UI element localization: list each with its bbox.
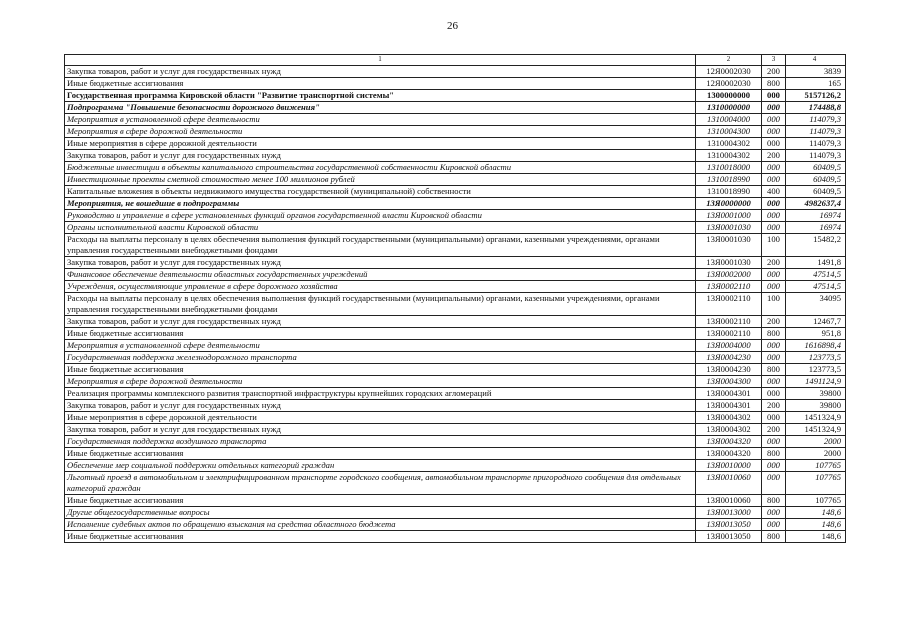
row-type-cell: 000 (762, 138, 786, 150)
row-code-cell: 1310018990 (696, 174, 762, 186)
table-row (65, 126, 846, 138)
row-name-cell: Иные бюджетные ассигнования (65, 495, 696, 507)
row-value-cell: 148,6 (786, 531, 846, 543)
row-type-cell: 200 (762, 424, 786, 436)
column-header: 1 (65, 55, 696, 66)
row-type-cell: 000 (762, 376, 786, 388)
table-row (65, 90, 846, 102)
table-row (65, 352, 846, 364)
row-type-cell: 000 (762, 436, 786, 448)
row-name-cell: Подпрограмма "Повышение безопасности дорожного движения" (65, 102, 696, 114)
row-value-cell: 2000 (786, 448, 846, 460)
row-value-cell: 47514,5 (786, 281, 846, 293)
row-name-cell: Государственная поддержка железнодорожного транспорта (65, 352, 696, 364)
row-name-cell: Закупка товаров, работ и услуг для государственных нужд (65, 66, 696, 78)
table-row (65, 269, 846, 281)
row-name-cell: Закупка товаров, работ и услуг для государственных нужд (65, 316, 696, 328)
row-value-cell: 2000 (786, 436, 846, 448)
row-code-cell: 13Я0004000 (696, 340, 762, 352)
row-code-cell: 13Я0001030 (696, 234, 762, 257)
row-name-cell: Иные бюджетные ассигнования (65, 78, 696, 90)
row-code-cell: 13Я0013000 (696, 507, 762, 519)
table-row (65, 162, 846, 174)
row-value-cell: 60409,5 (786, 186, 846, 198)
row-name-cell: Инвестиционные проекты сметной стоимостью менее 100 миллионов рублей (65, 174, 696, 186)
row-name-cell: Мероприятия в установленной сфере деятельности (65, 114, 696, 126)
table-row (65, 400, 846, 412)
table-row (65, 174, 846, 186)
row-value-cell: 165 (786, 78, 846, 90)
row-name-cell: Финансовое обеспечение деятельности областных государственных учреждений (65, 269, 696, 281)
table-row (65, 257, 846, 269)
table-row (65, 364, 846, 376)
row-name-cell: Капитальные вложения в объекты недвижимого имущества государственной (муниципальной) собственности (65, 186, 696, 198)
row-name-cell: Бюджетные инвестиции в объекты капитального строительства государственной собственности Кировской области (65, 162, 696, 174)
table-row (65, 328, 846, 340)
row-value-cell: 15482,2 (786, 234, 846, 257)
row-code-cell: 1310004000 (696, 114, 762, 126)
row-name-cell: Руководство и управление в сфере установленных функций органов государственной власти Кировской области (65, 210, 696, 222)
table-row (65, 495, 846, 507)
row-name-cell: Мероприятия в установленной сфере деятельности (65, 340, 696, 352)
row-type-cell: 100 (762, 234, 786, 257)
row-code-cell: 12Я0002030 (696, 78, 762, 90)
row-type-cell: 000 (762, 352, 786, 364)
row-value-cell: 114079,3 (786, 150, 846, 162)
row-name-cell: Иные бюджетные ассигнования (65, 328, 696, 340)
row-value-cell: 1451324,9 (786, 412, 846, 424)
table-row (65, 424, 846, 436)
row-code-cell: 13Я0004320 (696, 436, 762, 448)
row-code-cell: 13Я0002110 (696, 316, 762, 328)
row-code-cell: 13Я0010000 (696, 460, 762, 472)
table-row (65, 78, 846, 90)
row-name-cell: Иные бюджетные ассигнования (65, 448, 696, 460)
row-type-cell: 000 (762, 412, 786, 424)
row-name-cell: Исполнение судебных актов по обращению взыскания на средства областного бюджета (65, 519, 696, 531)
table-row (65, 340, 846, 352)
row-value-cell: 16974 (786, 222, 846, 234)
table-row (65, 472, 846, 495)
table-row (65, 376, 846, 388)
row-value-cell: 1491,8 (786, 257, 846, 269)
row-name-cell: Реализация программы комплексного развития транспортной инфраструктуры крупнейших городских агломераций (65, 388, 696, 400)
column-header: 3 (762, 55, 786, 66)
table-row (65, 186, 846, 198)
row-name-cell: Государственная поддержка воздушного транспорта (65, 436, 696, 448)
row-value-cell: 114079,3 (786, 114, 846, 126)
row-type-cell: 800 (762, 531, 786, 543)
table-row (65, 519, 846, 531)
row-value-cell: 174488,8 (786, 102, 846, 114)
row-code-cell: 1310000000 (696, 102, 762, 114)
row-value-cell: 123773,5 (786, 352, 846, 364)
row-name-cell: Другие общегосударственные вопросы (65, 507, 696, 519)
row-type-cell: 000 (762, 269, 786, 281)
row-value-cell: 5157126,2 (786, 90, 846, 102)
row-type-cell: 800 (762, 364, 786, 376)
row-type-cell: 000 (762, 114, 786, 126)
row-type-cell: 000 (762, 519, 786, 531)
row-code-cell: 13Я0002000 (696, 269, 762, 281)
row-type-cell: 200 (762, 150, 786, 162)
row-code-cell: 13Я0004301 (696, 400, 762, 412)
row-value-cell: 123773,5 (786, 364, 846, 376)
row-value-cell: 60409,5 (786, 174, 846, 186)
row-code-cell: 1310004302 (696, 150, 762, 162)
row-code-cell: 13Я0002110 (696, 293, 762, 316)
row-name-cell: Мероприятия, не вошедшие в подпрограммы (65, 198, 696, 210)
row-name-cell: Иные мероприятия в сфере дорожной деятельности (65, 138, 696, 150)
row-code-cell: 13Я0004301 (696, 388, 762, 400)
row-name-cell: Иные бюджетные ассигнования (65, 364, 696, 376)
table-row (65, 114, 846, 126)
table-row (65, 436, 846, 448)
row-value-cell: 114079,3 (786, 126, 846, 138)
row-type-cell: 000 (762, 281, 786, 293)
row-code-cell: 1310018990 (696, 186, 762, 198)
row-code-cell: 13Я0010060 (696, 472, 762, 495)
row-value-cell: 107765 (786, 495, 846, 507)
row-name-cell: Учреждения, осуществляющие управление в сфере дорожного хозяйства (65, 281, 696, 293)
row-type-cell: 200 (762, 316, 786, 328)
row-name-cell: Закупка товаров, работ и услуг для государственных нужд (65, 257, 696, 269)
table-row (65, 293, 846, 316)
row-code-cell: 13Я0001000 (696, 210, 762, 222)
row-value-cell: 951,8 (786, 328, 846, 340)
row-type-cell: 000 (762, 174, 786, 186)
row-code-cell: 12Я0002030 (696, 66, 762, 78)
row-value-cell: 1451324,9 (786, 424, 846, 436)
table-row (65, 210, 846, 222)
row-code-cell: 13Я0004302 (696, 412, 762, 424)
budget-table (64, 54, 846, 543)
row-code-cell: 1300000000 (696, 90, 762, 102)
row-value-cell: 148,6 (786, 507, 846, 519)
row-type-cell: 000 (762, 340, 786, 352)
row-value-cell: 39800 (786, 400, 846, 412)
row-type-cell: 000 (762, 90, 786, 102)
row-name-cell: Закупка товаров, работ и услуг для государственных нужд (65, 424, 696, 436)
row-name-cell: Обеспечение мер социальной поддержки отдельных категорий граждан (65, 460, 696, 472)
row-value-cell: 107765 (786, 472, 846, 495)
row-value-cell: 60409,5 (786, 162, 846, 174)
row-name-cell: Закупка товаров, работ и услуг для государственных нужд (65, 150, 696, 162)
row-value-cell: 107765 (786, 460, 846, 472)
row-name-cell: Расходы на выплаты персоналу в целях обеспечения выполнения функций государственными (муниципальными) органами, казенными учреждениями, органами управления государственными внебюджетными фондами (65, 234, 696, 257)
row-code-cell: 13Я0004230 (696, 352, 762, 364)
row-code-cell: 13Я0002110 (696, 328, 762, 340)
table-row (65, 531, 846, 543)
row-code-cell: 13Я0013050 (696, 519, 762, 531)
table-row (65, 234, 846, 257)
row-code-cell: 13Я0000000 (696, 198, 762, 210)
row-value-cell: 4982637,4 (786, 198, 846, 210)
row-value-cell: 34095 (786, 293, 846, 316)
row-name-cell: Закупка товаров, работ и услуг для государственных нужд (65, 400, 696, 412)
row-type-cell: 400 (762, 186, 786, 198)
row-code-cell: 1310004300 (696, 126, 762, 138)
row-code-cell: 13Я0004300 (696, 376, 762, 388)
row-name-cell: Органы исполнительной власти Кировской области (65, 222, 696, 234)
row-name-cell: Расходы на выплаты персоналу в целях обеспечения выполнения функций государственными (муниципальными) органами, казенными учреждениями, органами управления государственными внебюджетными фондами (65, 293, 696, 316)
page-number: 26 (447, 20, 458, 32)
row-name-cell: Государственная программа Кировской области "Развитие транспортной системы" (65, 90, 696, 102)
table-row (65, 507, 846, 519)
table-row (65, 150, 846, 162)
row-type-cell: 000 (762, 210, 786, 222)
row-type-cell: 000 (762, 162, 786, 174)
row-value-cell: 39800 (786, 388, 846, 400)
table-row (65, 66, 846, 78)
table-row (65, 222, 846, 234)
row-type-cell: 000 (762, 222, 786, 234)
row-type-cell: 800 (762, 328, 786, 340)
row-type-cell: 200 (762, 66, 786, 78)
row-name-cell: Иные мероприятия в сфере дорожной деятельности (65, 412, 696, 424)
table-header-row (65, 55, 846, 66)
row-name-cell: Иные бюджетные ассигнования (65, 531, 696, 543)
table-row (65, 412, 846, 424)
table-row (65, 316, 846, 328)
row-value-cell: 1491124,9 (786, 376, 846, 388)
table-row (65, 281, 846, 293)
row-code-cell: 13Я0010060 (696, 495, 762, 507)
row-value-cell: 12467,7 (786, 316, 846, 328)
row-code-cell: 13Я0004320 (696, 448, 762, 460)
row-type-cell: 000 (762, 102, 786, 114)
row-value-cell: 47514,5 (786, 269, 846, 281)
row-code-cell: 13Я0004302 (696, 424, 762, 436)
table-row (65, 460, 846, 472)
row-code-cell: 13Я0001030 (696, 257, 762, 269)
row-type-cell: 800 (762, 78, 786, 90)
table-row (65, 388, 846, 400)
table-row (65, 102, 846, 114)
row-type-cell: 100 (762, 293, 786, 316)
row-type-cell: 000 (762, 507, 786, 519)
table-row (65, 198, 846, 210)
row-type-cell: 800 (762, 495, 786, 507)
row-code-cell: 1310018000 (696, 162, 762, 174)
column-header: 4 (786, 55, 846, 66)
row-code-cell: 1310004302 (696, 138, 762, 150)
row-value-cell: 16974 (786, 210, 846, 222)
row-type-cell: 000 (762, 460, 786, 472)
column-header: 2 (696, 55, 762, 66)
row-type-cell: 000 (762, 126, 786, 138)
row-name-cell: Мероприятия в сфере дорожной деятельности (65, 126, 696, 138)
row-value-cell: 114079,3 (786, 138, 846, 150)
row-type-cell: 000 (762, 472, 786, 495)
row-code-cell: 13Я0001030 (696, 222, 762, 234)
row-name-cell: Мероприятия в сфере дорожной деятельности (65, 376, 696, 388)
row-type-cell: 000 (762, 388, 786, 400)
row-code-cell: 13Я0004230 (696, 364, 762, 376)
row-value-cell: 148,6 (786, 519, 846, 531)
row-type-cell: 200 (762, 257, 786, 269)
row-type-cell: 000 (762, 198, 786, 210)
row-type-cell: 200 (762, 400, 786, 412)
table-row (65, 448, 846, 460)
row-code-cell: 13Я0002110 (696, 281, 762, 293)
row-value-cell: 1616898,4 (786, 340, 846, 352)
row-value-cell: 3839 (786, 66, 846, 78)
row-name-cell: Льготный проезд в автомобильном и электрифицированном транспорте городского сообщения, автомобильном транспорте пригородного сообщения для отдельных категорий граждан (65, 472, 696, 495)
table-row (65, 138, 846, 150)
row-type-cell: 800 (762, 448, 786, 460)
row-code-cell: 13Я0013050 (696, 531, 762, 543)
